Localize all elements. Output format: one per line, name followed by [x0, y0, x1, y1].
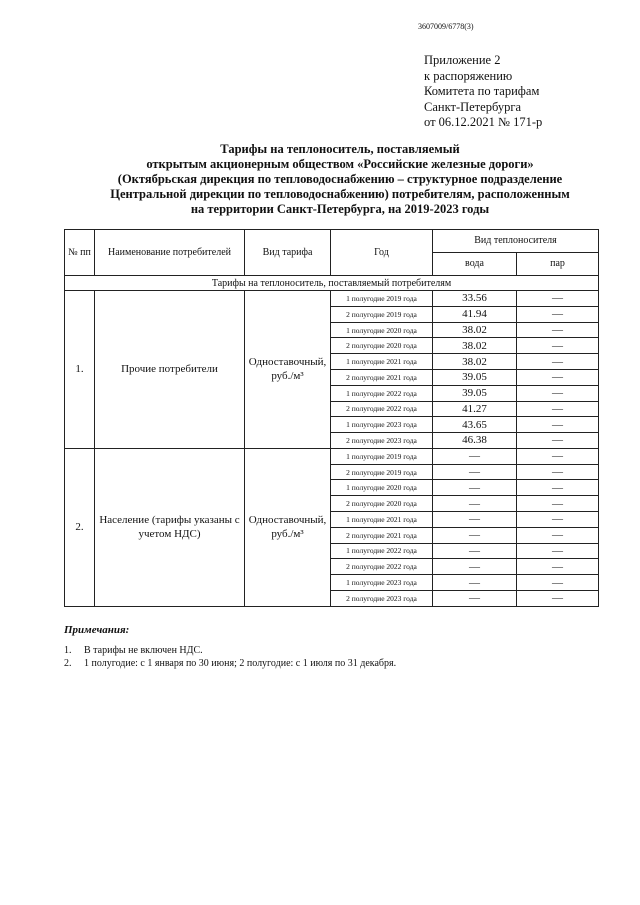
period-cell: 2 полугодие 2019 года	[331, 306, 433, 322]
water-value: —	[433, 559, 517, 575]
row-number: 1.	[65, 291, 95, 449]
appendix-header	[424, 53, 542, 131]
period-cell: 1 полугодие 2021 года	[331, 354, 433, 370]
period-cell: 2 полугодие 2020 года	[331, 496, 433, 512]
water-value: —	[433, 575, 517, 591]
water-value: 38.02	[433, 354, 517, 370]
steam-value: —	[517, 369, 599, 385]
document-title	[60, 142, 620, 217]
water-value: 39.05	[433, 369, 517, 385]
steam-value: —	[517, 559, 599, 575]
steam-value: —	[517, 306, 599, 322]
steam-value: —	[517, 448, 599, 464]
water-value: 46.38	[433, 433, 517, 449]
period-cell: 1 полугодие 2023 года	[331, 417, 433, 433]
period-cell: 2 полугодие 2023 года	[331, 590, 433, 606]
title-line: открытым акционерным обществом «Российские железные дороги»	[146, 157, 534, 171]
period-cell: 2 полугодие 2019 года	[331, 464, 433, 480]
section-title: Тарифы на теплоноситель, поставляемый потребителям	[65, 276, 599, 291]
row-number: 2.	[65, 448, 95, 606]
period-cell: 1 полугодие 2023 года	[331, 575, 433, 591]
water-value: —	[433, 527, 517, 543]
period-cell: 1 полугодие 2021 года	[331, 511, 433, 527]
appendix-line: Санкт-Петербурга	[424, 99, 522, 114]
steam-value: —	[517, 401, 599, 417]
period-cell: 1 полугодие 2020 года	[331, 480, 433, 496]
period-cell: 1 полугодие 2019 года	[331, 291, 433, 307]
note-item	[64, 658, 396, 671]
appendix-line: от 06.12.2021 № 171-р	[424, 115, 543, 129]
water-value: 33.56	[433, 291, 517, 307]
water-value: —	[433, 590, 517, 606]
water-value: 39.05	[433, 385, 517, 401]
steam-value: —	[517, 496, 599, 512]
title-line: (Октябрьская дирекция по тепловодоснабжению – структурное подразделение	[117, 172, 563, 186]
period-cell: 2 полугодие 2021 года	[331, 527, 433, 543]
steam-value: —	[517, 417, 599, 433]
title-line: Тарифы на теплоноситель, поставляемый	[220, 142, 460, 156]
water-value: —	[433, 511, 517, 527]
water-value: —	[433, 448, 517, 464]
steam-value: —	[517, 338, 599, 354]
note-text: В тарифы не включен НДС.	[84, 645, 203, 656]
steam-value: —	[517, 543, 599, 559]
notes-title: Примечания:	[64, 624, 130, 636]
header-year: Год	[331, 230, 433, 276]
note-number: 2.	[64, 657, 72, 669]
period-cell: 1 полугодие 2020 года	[331, 322, 433, 338]
steam-value: —	[517, 385, 599, 401]
steam-value: —	[517, 322, 599, 338]
title-line: на территории Санкт-Петербурга, на 2019-2023 годы	[190, 202, 490, 216]
period-cell: 2 полугодие 2021 года	[331, 369, 433, 385]
header-steam: пар	[517, 253, 599, 276]
consumer-name: Прочие потребители	[95, 291, 245, 449]
steam-value: —	[517, 480, 599, 496]
water-value: 43.65	[433, 417, 517, 433]
water-value: —	[433, 543, 517, 559]
header-tariff-type: Вид тарифа	[245, 230, 331, 276]
period-cell: 2 полугодие 2022 года	[331, 559, 433, 575]
header-water: вода	[433, 253, 517, 276]
appendix-line: Комитета по тарифам	[424, 84, 540, 98]
tariff-type: Одноставочный, руб./м³	[245, 291, 331, 449]
water-value: 41.94	[433, 306, 517, 322]
steam-value: —	[517, 464, 599, 480]
header-num: № пп	[65, 230, 95, 276]
notes-list	[64, 645, 396, 670]
period-cell: 1 полугодие 2019 года	[331, 448, 433, 464]
document-number: 3607009/6778(3)	[418, 22, 474, 31]
header-carrier: Вид теплоносителя	[433, 230, 599, 253]
water-value: 41.27	[433, 401, 517, 417]
note-number: 1.	[64, 645, 72, 656]
steam-value: —	[517, 433, 599, 449]
appendix-line: Приложение 2	[424, 53, 501, 67]
steam-value: —	[517, 291, 599, 307]
tariff-table	[64, 229, 599, 607]
steam-value: —	[517, 527, 599, 543]
water-value: —	[433, 464, 517, 480]
steam-value: —	[517, 590, 599, 606]
period-cell: 2 полугодие 2023 года	[331, 433, 433, 449]
water-value: 38.02	[433, 322, 517, 338]
title-line: Центральной дирекции по тепловодоснабжению) потребителям, расположенным	[110, 187, 570, 201]
table-row	[65, 291, 599, 307]
steam-value: —	[517, 511, 599, 527]
header-consumer: Наименование потребителей	[95, 230, 245, 276]
table-row	[65, 448, 599, 464]
period-cell: 2 полугодие 2022 года	[331, 401, 433, 417]
period-cell: 1 полугодие 2022 года	[331, 543, 433, 559]
water-value: 38.02	[433, 338, 517, 354]
period-cell: 2 полугодие 2020 года	[331, 338, 433, 354]
water-value: —	[433, 496, 517, 512]
period-cell: 1 полугодие 2022 года	[331, 385, 433, 401]
steam-value: —	[517, 575, 599, 591]
note-item	[64, 645, 396, 658]
tariff-type: Одноставочный, руб./м³	[245, 448, 331, 606]
steam-value: —	[517, 354, 599, 370]
appendix-line: к распоряжению	[424, 68, 513, 83]
note-text: 1 полугодие: с 1 января по 30 июня; 2 полугодие: с 1 июля по 31 декабря.	[84, 657, 397, 669]
consumer-name: Население (тарифы указаны с учетом НДС)	[95, 448, 245, 606]
water-value: —	[433, 480, 517, 496]
